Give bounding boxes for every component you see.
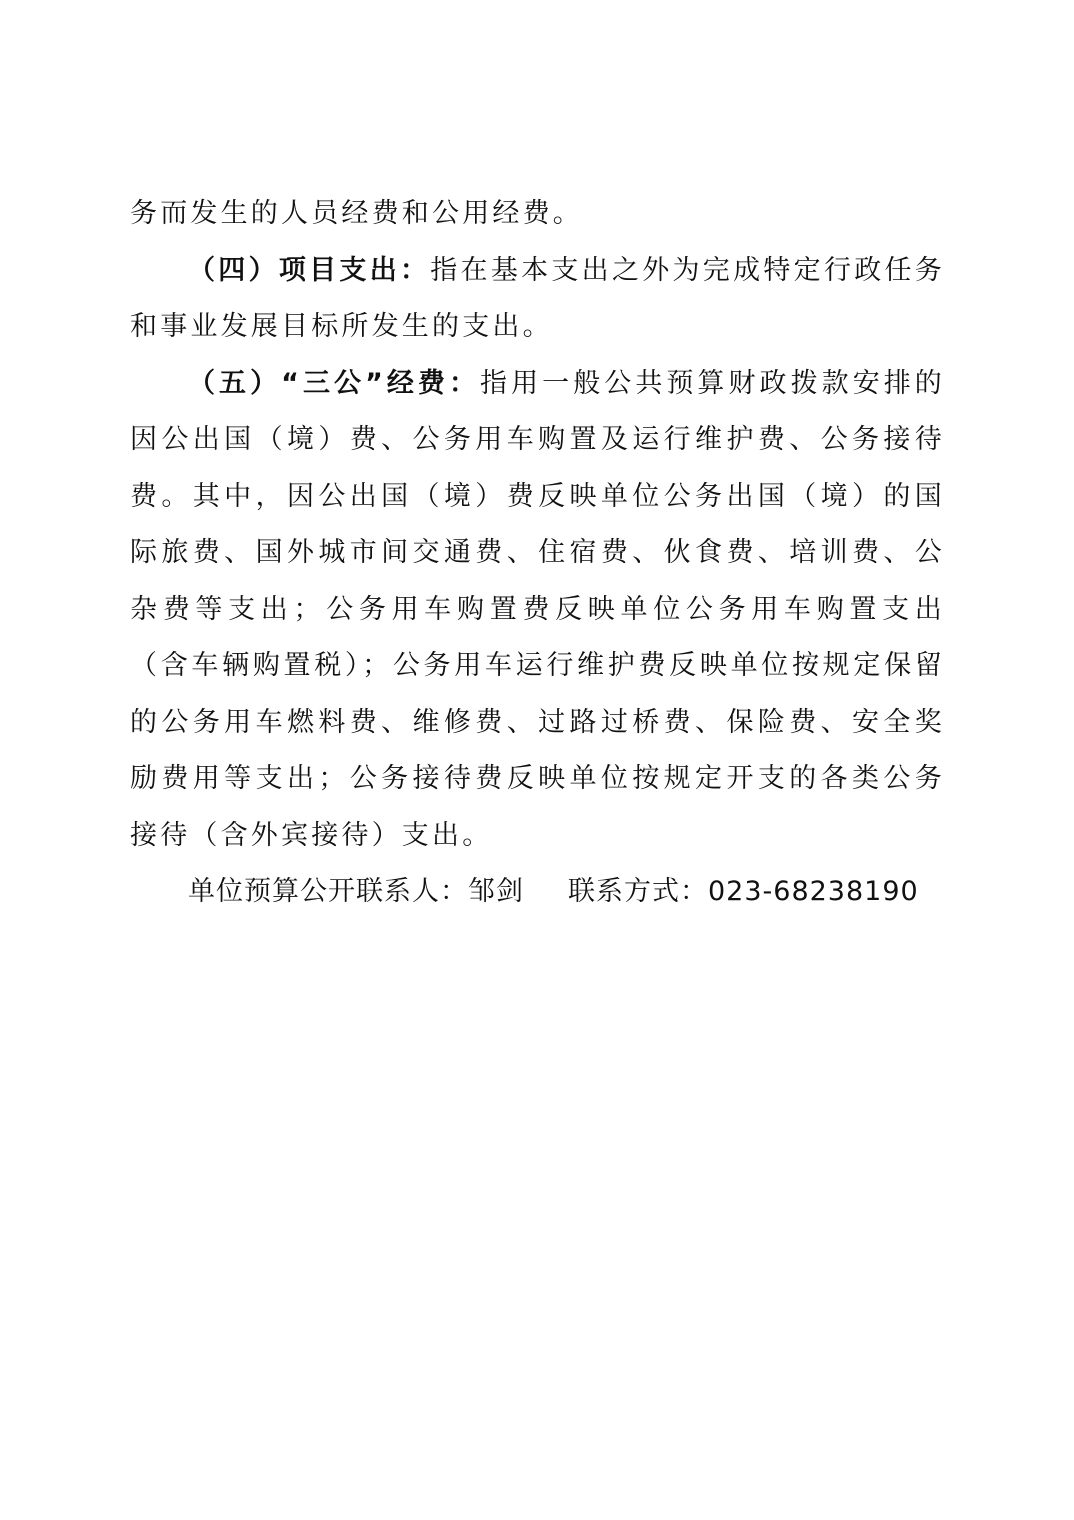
definition-three-public-expenses: 指用一般公共预算财政拨款安排的因公出国（境）费、公务用车购置及运行维护费、公务接待费。其中，因公出国（境）费反映单位公务出国（境）的国际旅费、国外城市间交通费、住宿费、伙食费、培训费、公杂费等支出；公务用车购置费反映单位公务用车购置支出（含车辆购置税）；公务用车运行维护费反映单位按规定保留的公务用车燃料费、维修费、过路过桥费、保险费、安全奖励费用等支出；公务接待费反映单位按规定开支的各类公务接待（含外宾接待）支出。	[130, 367, 946, 851]
paragraph-text: 务而发生的人员经费和公用经费。	[130, 198, 583, 229]
document-page	[130, 186, 945, 921]
contact-phone-label: 联系方式：	[568, 876, 708, 907]
contact-person-label: 单位预算公开联系人：	[188, 876, 468, 907]
contact-line	[130, 864, 945, 921]
contact-person: 邹剑	[468, 876, 524, 907]
definition-project-expenditure: 指在基本支出之外为完成特定行政任务和事业发展目标所发生的支出。	[130, 254, 945, 342]
paragraph-project-expenditure	[130, 243, 945, 356]
term-project-expenditure: （四）项目支出：	[188, 254, 431, 286]
term-three-public-expenses: （五）“三公”经费：	[188, 367, 481, 399]
contact-phone: 023-68238190	[708, 876, 919, 907]
paragraph-continuation	[130, 186, 945, 243]
paragraph-three-public-expenses	[130, 356, 945, 865]
